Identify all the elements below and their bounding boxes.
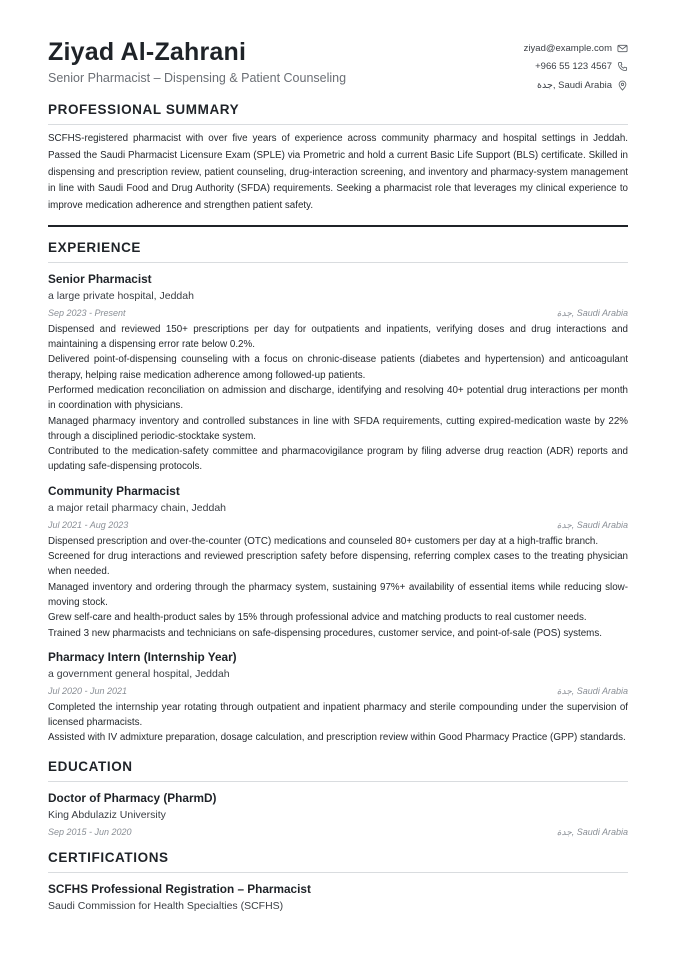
section-divider [48,872,628,873]
job-entry [48,271,628,475]
education-heading: EDUCATION [48,758,133,774]
contact-email[interactable] [524,39,628,58]
phone-icon [617,61,628,72]
job-bullet: Assisted with IV admixture preparation, dosage calculation, and prescription review within Good Pharmacy Practice (GPP) standards. [48,732,626,744]
contact-phone[interactable] [524,58,628,77]
summary-bottom-rule [48,225,628,227]
job-meta [48,306,628,320]
contact-location-text: جدة, Saudi Arabia [537,79,612,91]
section-divider [48,124,628,125]
job-title: Senior Pharmacist [48,271,152,286]
certifications-heading: CERTIFICATIONS [48,849,169,865]
job-location: جدة, Saudi Arabia [556,685,628,696]
summary-text: SCFHS-registered pharmacist with over five years of experience across community pharmacy and hospital settings in Jeddah. Passed the Saudi Pharmacist Licensure Exam (SPLE) via Prometric and hold a current Basic Life Support (BLS) certificate. Skilled in dispensing and prescription review, patient counseling, drug-interaction screening, and inventory and pharmacy-system management in line with Saudi Food and Drug Authority (SFDA) requirements. Seeking a pharmacist role that leverages my clinical experience to improve medication adherence and strengthen patient safety. [48,133,628,212]
job-employer: a major retail pharmacy chain, Jeddah [48,501,227,514]
job-dates: Jul 2020 - Jun 2021 [48,685,128,696]
section-divider [48,262,628,263]
summary-section [48,101,628,215]
education-location: جدة, Saudi Arabia [556,826,628,837]
experience-heading: EXPERIENCE [48,239,142,255]
job-employer: a large private hospital, Jeddah [48,289,194,302]
job-bullets [48,322,628,475]
location-pin-icon [617,80,628,91]
experience-section [48,239,628,746]
candidate-headline: Senior Pharmacist – Dispensing & Patient Counseling [48,71,347,85]
job-employer: a government general hospital, Jeddah [48,667,230,680]
education-section [48,758,628,839]
job-bullet: Trained 3 new pharmacists and technicians on safe-dispensing procedures, customer service, and point-of-sale (POS) systems. [48,627,602,639]
job-meta [48,684,628,698]
job-bullets [48,700,628,746]
job-entry [48,483,628,641]
education-dates: Sep 2015 - Jun 2020 [48,826,132,837]
degree-title: Doctor of Pharmacy (PharmD) [48,790,217,805]
candidate-name: Ziyad Al-Zahrani [48,38,247,66]
education-meta [48,825,628,839]
job-title: Community Pharmacist [48,483,180,498]
certification-issuer: Saudi Commission for Health Specialties (SCFHS) [48,899,284,912]
summary-heading: PROFESSIONAL SUMMARY [48,102,240,117]
job-bullet: Managed inventory and ordering through the pharmacy system, sustaining 97%+ availability of essential items while reducing slow-moving stock. [48,581,628,608]
job-entry [48,649,628,746]
job-meta [48,518,628,532]
school-name: King Abdulaziz University [48,808,166,821]
mail-icon [617,43,628,54]
job-bullet: Dispensed prescription and over-the-counter (OTC) medications and counseled 80+ customers per day at a high-traffic branch. [48,535,599,547]
job-location: جدة, Saudi Arabia [556,519,628,530]
certification-entry [48,881,628,914]
job-dates: Jul 2021 - Aug 2023 [48,519,129,530]
resume-page [48,36,628,914]
contact-block [524,39,628,95]
contact-phone-text: +966 55 123 4567 [535,61,612,73]
job-bullet: Completed the internship year rotating through outpatient and inpatient pharmacy and sterile compounding under the supervision of licensed pharmacists. [48,701,628,729]
certifications-section [48,849,628,914]
job-location: جدة, Saudi Arabia [556,307,628,318]
education-entry [48,790,628,839]
contact-location [524,76,628,95]
job-bullets [48,534,628,641]
job-bullet: Contributed to the medication-safety committee and pharmacovigilance program by filing adverse drug reaction (ADR) reports and updating safe-dispensing protocols. [48,446,628,473]
job-bullet: Screened for drug interactions and reviewed prescription safety before dispensing, referring complex cases to the treating physician when needed. [48,551,628,578]
contact-email-text: ziyad@example.com [523,42,612,54]
job-bullet: Delivered point-of-dispensing counseling with a focus on chronic-disease patients (diabetes and hypertension) and anticoagulant therapy, helping raise medication adherence among followed-up patients. [48,354,628,381]
job-title: Pharmacy Intern (Internship Year) [48,649,237,664]
job-bullet: Managed pharmacy inventory and controlled substances in line with SFDA requirements, cutting expired-medication waste by 22% through a disciplined periodic-stocktake system. [48,415,628,442]
job-bullet: Dispensed and reviewed 150+ prescriptions per day for outpatients and inpatients, verifying doses and drug interactions and maintaining a dispensing error rate below 0.2%. [48,323,628,351]
section-divider [48,781,628,782]
job-bullet: Performed medication reconciliation on admission and discharge, identifying and resolving 40+ potential drug interactions per month in coordination with physicians. [48,384,628,412]
certification-name: SCFHS Professional Registration – Pharmacist [48,881,311,896]
job-bullet: Grew self-care and health-product sales by 15% through professional advice and matching products to real customer needs. [48,612,587,624]
resume-header [48,36,628,94]
job-dates: Sep 2023 - Present [48,307,126,318]
